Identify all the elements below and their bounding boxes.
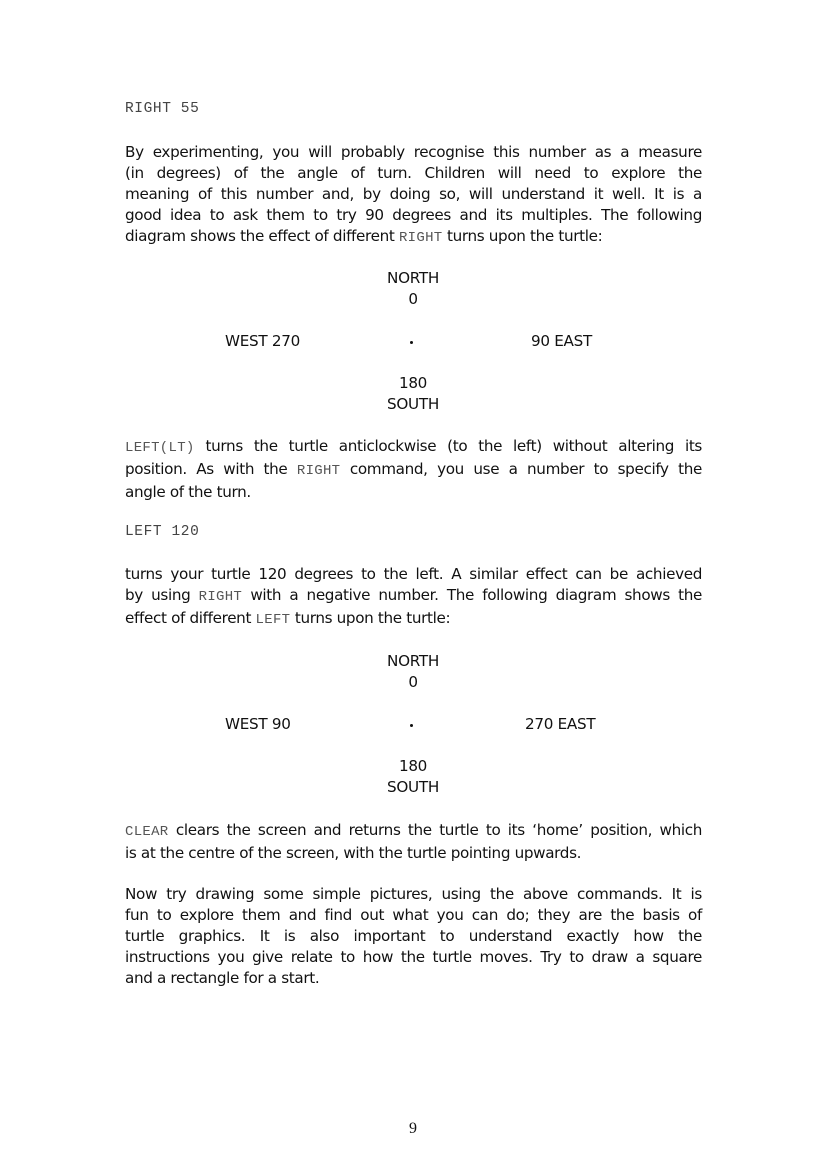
text-fragment: turns upon the turtle: — [290, 609, 451, 627]
compass-south-label: SOUTH — [387, 395, 439, 413]
paragraph-left-explanation — [125, 436, 702, 503]
text-line: meaning of this number and, by doing so, will understand it well. It is a — [125, 185, 702, 203]
text-fragment: command, you use a number to specify the — [340, 460, 703, 478]
text-line: is at the centre of the screen, with the turtle pointing upwards. — [125, 844, 582, 862]
inline-code: CLEAR — [125, 824, 169, 840]
text-line — [125, 585, 702, 608]
text-fragment: clears the screen and returns the turtle to its ‘home’ position, which — [168, 821, 702, 839]
text-fragment: position. As with the — [125, 460, 297, 478]
inline-code: LEFT(LT) — [125, 440, 195, 456]
text-fragment: turns the turtle anticlockwise (to the left) without altering its — [194, 437, 702, 455]
text-line: and a rectangle for a start. — [125, 969, 320, 987]
turtle-center-dot-icon — [410, 341, 413, 344]
paragraph-try-drawing — [125, 884, 702, 989]
compass-east: 90 EAST — [531, 332, 592, 350]
compass-diagram-right-turns — [0, 268, 826, 418]
inline-code: RIGHT — [198, 589, 243, 605]
code-example-right: RIGHT 55 — [125, 101, 200, 117]
text-line — [125, 226, 702, 249]
text-line: instructions you give relate to how the turtle moves. Try to draw a square — [125, 948, 702, 966]
compass-south-value: 180 — [398, 757, 428, 775]
compass-diagram-left-turns — [0, 651, 826, 801]
compass-south-value: 180 — [398, 374, 428, 392]
inline-code: RIGHT — [296, 463, 341, 479]
compass-north-value: 0 — [408, 290, 418, 308]
text-fragment: diagram shows the effect of different — [125, 227, 399, 245]
text-line: By experimenting, you will probably recognise this number as a measure — [125, 143, 702, 161]
paragraph-left-turn-effect — [125, 564, 702, 631]
text-fragment: by using — [125, 586, 199, 604]
paragraph-right-explanation — [125, 142, 702, 249]
compass-south-label: SOUTH — [387, 778, 439, 796]
text-line: Now try drawing some simple pictures, using the above commands. It is — [125, 885, 702, 903]
compass-west: WEST 270 — [225, 332, 300, 350]
compass-east: 270 EAST — [525, 715, 596, 733]
text-line: angle of the turn. — [125, 483, 251, 501]
text-line — [125, 820, 702, 843]
compass-north-label: NORTH — [387, 269, 439, 287]
text-line: turtle graphics. It is also important to understand exactly how the — [125, 927, 702, 945]
text-line: good idea to ask them to try 90 degrees and its multiples. The following — [125, 206, 702, 224]
code-example-left: LEFT 120 — [125, 524, 200, 540]
text-line: (in degrees) of the angle of turn. Children will need to explore the — [125, 164, 702, 182]
compass-north-label: NORTH — [387, 652, 439, 670]
text-line — [125, 436, 702, 459]
text-line — [125, 608, 702, 631]
text-line — [125, 459, 702, 482]
compass-west: WEST 90 — [225, 715, 291, 733]
text-fragment: effect of different — [125, 609, 256, 627]
text-fragment: with a negative number. The following diagram shows the — [242, 586, 702, 604]
inline-code: LEFT — [255, 612, 291, 628]
page-number: 9 — [409, 1120, 417, 1137]
inline-code: RIGHT — [398, 230, 443, 246]
text-line: turns your turtle 120 degrees to the left. A similar effect can be achieved — [125, 565, 702, 583]
compass-north-value: 0 — [408, 673, 418, 691]
paragraph-clear-command — [125, 820, 702, 864]
turtle-center-dot-icon — [410, 724, 413, 727]
text-fragment: turns upon the turtle: — [442, 227, 603, 245]
text-line: fun to explore them and find out what you can do; they are the basis of — [125, 906, 702, 924]
